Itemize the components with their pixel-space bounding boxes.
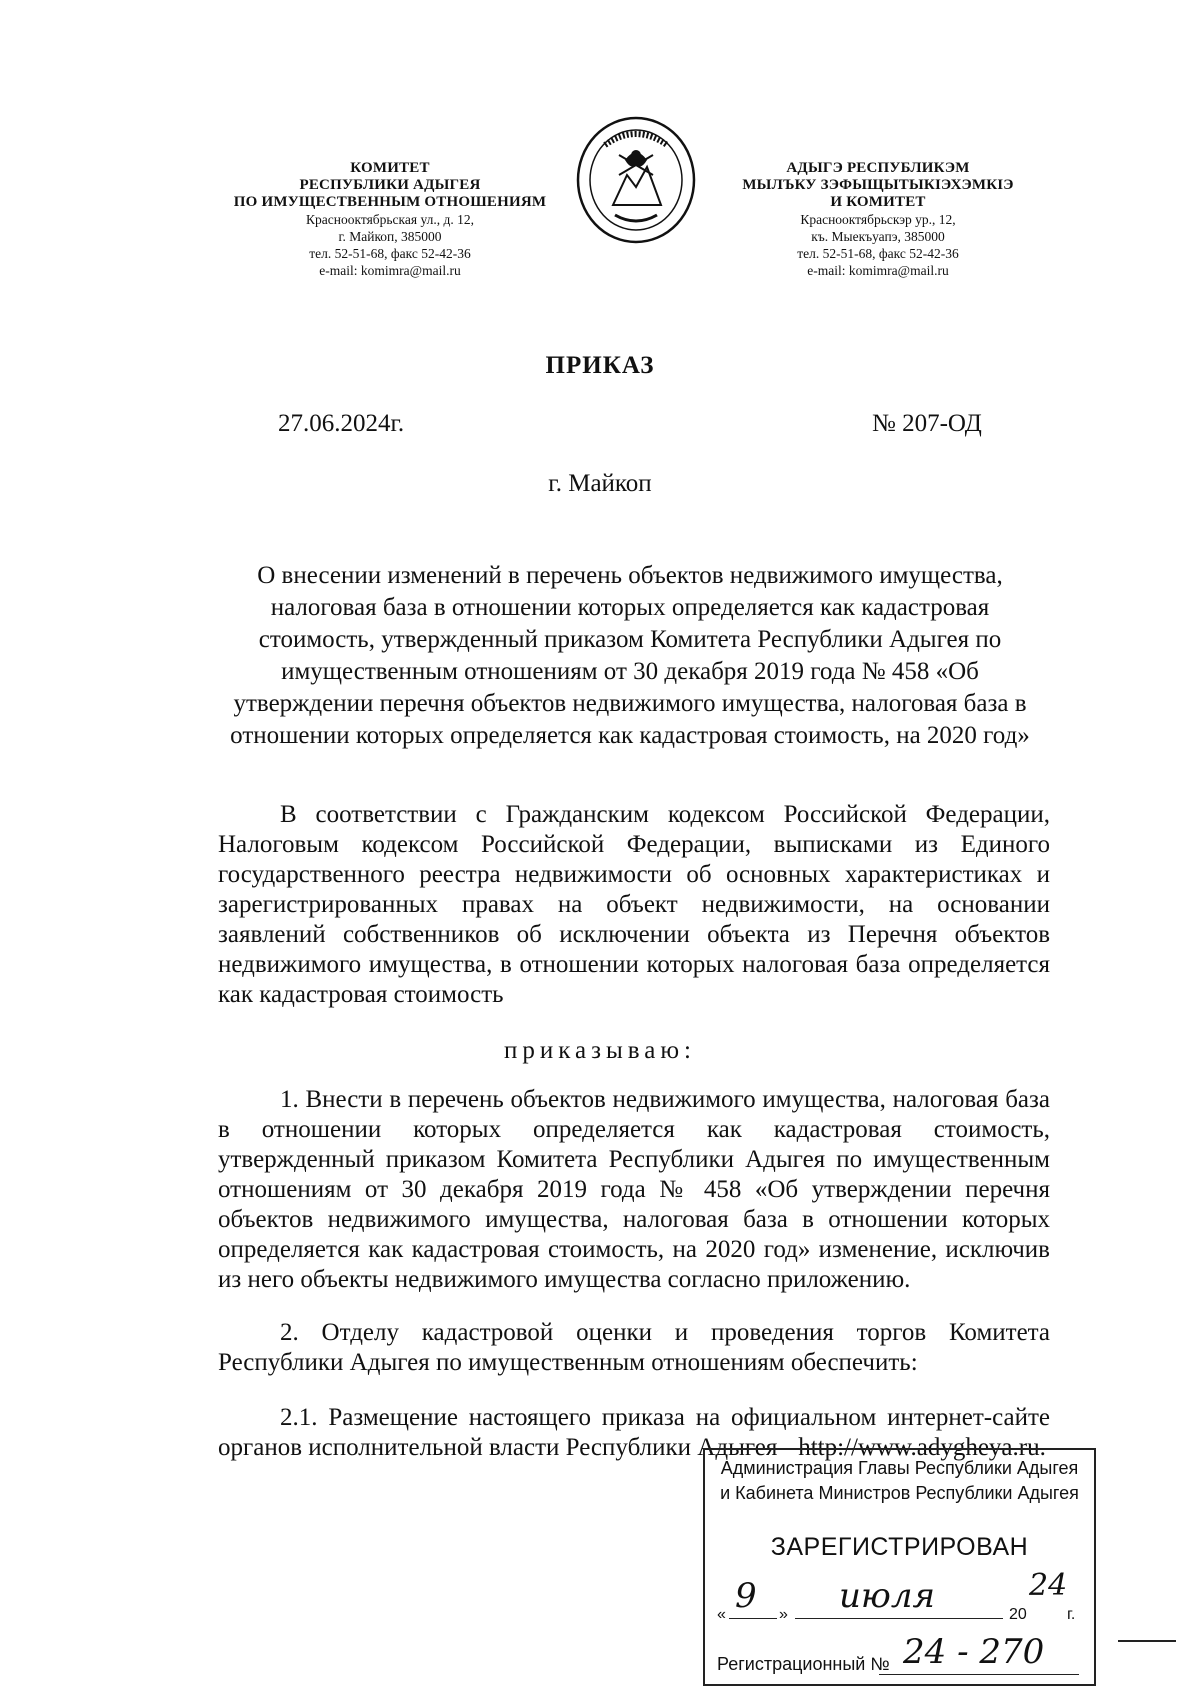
stamp-status: ЗАРЕГИСТРИРОВАН: [770, 1533, 1029, 1561]
org-name-line: АДЫГЭ РЕСПУБЛИКЭМ: [786, 160, 970, 176]
quote-close: »: [779, 1606, 788, 1623]
address-line: Краснооктябрьская ул., д. 12,: [306, 212, 474, 227]
stamp-number-row: [717, 1632, 1087, 1680]
reg-number: 24 - 270: [903, 1632, 1045, 1672]
year-suffix: г.: [1067, 1606, 1076, 1623]
year-prefix: 20: [1009, 1606, 1027, 1623]
email-line: e-mail: komimra@mail.ru: [807, 263, 949, 278]
reg-label: Регистрационный №: [717, 1654, 890, 1674]
document-subject: О внесении изменений в перечень объектов недвижимого имущества, налоговая база в отношении которых определяется как кадастровая стоимость, утвержденный приказом Комитета Республики Адыгея по имущественным отношениям от 30 декабря 2019 года № 458 «Об утверждении перечня объектов недвижимого имущества, налоговая база в отношении которых определяется как кадастровая стоимость, на 2020 год»: [230, 562, 1030, 749]
document-date: 27.06.2024г.: [278, 410, 405, 437]
org-name-line: РЕСПУБЛИКИ АДЫГЕЯ: [299, 177, 481, 193]
registration-stamp: [703, 1448, 1096, 1686]
item-1-paragraph: 1. Внести в перечень объектов недвижимого имущества, налоговая база в отношении которых определяется как кадастровая стоимость, утвержденный приказом Комитета Республики Адыгея по имущественным отношениям от 30 декабря 2019 года № 458 «Об утверждении перечня объектов недвижимого имущества, налоговая база в отношении которых определяется как кадастровая стоимость, на 2020 год» изменение, исключив из него объекты недвижимого имущества согласно приложению.: [218, 1086, 1050, 1293]
email-line: e-mail: komimra@mail.ru: [319, 263, 461, 278]
org-name-line: И КОМИТЕТ: [830, 194, 926, 210]
org-name-line: МЫЛЪКУ ЗЭФЫЩЫТЫКIЭХЭМКIЭ: [742, 177, 1014, 193]
stamp-day: 9: [735, 1576, 757, 1616]
org-name-line: КОМИТЕТ: [350, 160, 430, 176]
item-2-1-paragraph: 2.1. Размещение настоящего приказа на официальном интернет-сайте органов исполнительной власти Республики Адыгея - http://www.adygheya.ru.: [218, 1404, 1050, 1461]
document-number: № 207-ОД: [872, 410, 982, 437]
margin-dash: [1118, 1640, 1176, 1642]
header-left: [210, 160, 570, 279]
phone-line: тел. 52-51-68, факс 52-42-36: [797, 246, 959, 261]
address-line: къ. Мыекъуапэ, 385000: [811, 229, 945, 244]
stamp-date-row: [717, 1568, 1087, 1630]
item-2-paragraph: 2. Отделу кадастровой оценки и проведения торгов Комитета Республики Адыгея по имущественным отношениям обеспечить:: [218, 1319, 1050, 1376]
stamp-year: 24: [1029, 1568, 1068, 1603]
emblem-icon: [575, 115, 697, 245]
document-title: ПРИКАЗ: [545, 352, 655, 379]
document-city: г. Майкоп: [548, 470, 652, 497]
intro-paragraph: В соответствии с Гражданским кодексом Российской Федерации, Налоговым кодексом Российской Федерации, выписками из Единого государственного реестра недвижимости об основных характеристиках и зарегистрированных правах на объект недвижимости, на основании заявлений собственников об исключении объекта из Перечня объектов недвижимого имущества, в отношении которых налоговая база определяется как кадастровая стоимость: [218, 801, 1050, 1008]
address-line: Краснооктябрьскэр ур., 12,: [800, 212, 956, 227]
org-name-line: ПО ИМУЩЕСТВЕННЫМ ОТНОШЕНИЯМ: [233, 194, 547, 210]
address-line: г. Майкоп, 385000: [338, 229, 442, 244]
order-word: приказываю:: [504, 1037, 696, 1064]
stamp-org-line: Администрация Главы Республики Адыгея: [720, 1458, 1079, 1478]
stamp-org-line: и Кабинета Министров Республики Адыгея: [720, 1483, 1079, 1503]
phone-line: тел. 52-51-68, факс 52-42-36: [309, 246, 471, 261]
quote-open: «: [717, 1606, 726, 1623]
header-right: [698, 160, 1058, 279]
stamp-month: июля: [839, 1576, 935, 1616]
stamp-org: [705, 1456, 1094, 1506]
